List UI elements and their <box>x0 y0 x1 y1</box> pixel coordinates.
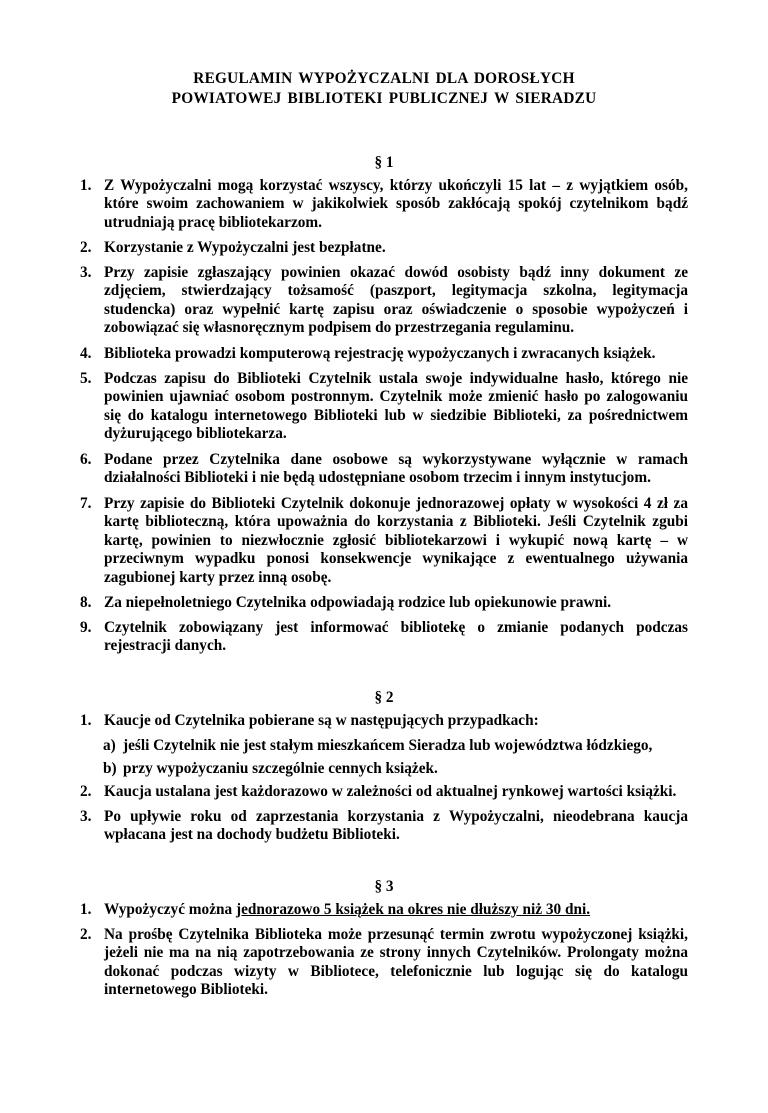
item-number: 6. <box>80 451 92 468</box>
item-number: 2. <box>80 783 92 800</box>
section-heading-2: § 2 <box>374 689 394 706</box>
s1-item-1 <box>80 177 688 232</box>
s2-item-3 <box>80 808 688 845</box>
item-number: 1. <box>80 901 92 918</box>
s2-item-1 <box>80 712 688 730</box>
section-heading-1: § 1 <box>374 154 394 171</box>
s1-item-6 <box>80 451 688 488</box>
item-number: 8. <box>80 594 92 611</box>
item-number: 3. <box>80 808 92 825</box>
item-text: Korzystanie z Wypożyczalni jest bezpłatne. <box>104 239 386 256</box>
item-text: Podane przez Czytelnika dane osobowe są wykorzystywane wyłącznie w ramach działalności Biblioteki i nie będą udostępniane osobom trzecim i innym instytucjom. <box>104 451 688 487</box>
subitem-text: przy wypożyczaniu szczególnie cennych książek. <box>123 760 438 777</box>
s2-subitem-b <box>103 760 688 778</box>
subitem-letter: a) <box>103 737 116 754</box>
item-number: 3. <box>80 264 92 281</box>
document-title-line-1: REGULAMIN WYPOŻYCZALNI DLA DOROSŁYCH <box>193 70 575 87</box>
subitem-text: jeśli Czytelnik nie jest stałym mieszkańcem Sieradza lub województwa łódzkiego, <box>123 737 653 754</box>
s1-item-5 <box>80 370 688 444</box>
s2-subitem-a <box>103 737 688 755</box>
item-text: Przy zapisie do Biblioteki Czytelnik dokonuje jednorazowej opłaty w wysokości 4 zł za kartę biblioteczną, która upoważnia do korzystania z Biblioteki. Jeśli Czytelnik zgubi kartę, powinien to niezwłocznie zgłosić bibliotekarzowi i wykupić nową kartę – w przeciwnym wypadku ponosi konsekwencje wynikające z ewentualnego używania zagubionej karty przez inną osobę. <box>104 495 688 586</box>
s2-item-2 <box>80 783 688 801</box>
s1-item-3 <box>80 264 688 338</box>
item-number: 9. <box>80 619 92 636</box>
subitem-letter: b) <box>103 760 117 777</box>
item-number: 5. <box>80 370 92 387</box>
item-text: Za niepełnoletniego Czytelnika odpowiadają rodzice lub opiekunowie prawni. <box>104 594 612 611</box>
item-text: Kaucje od Czytelnika pobierane są w następujących przypadkach: <box>104 712 539 729</box>
item-text: Kaucja ustalana jest każdorazowo w zależności od aktualnej rynkowej wartości książki. <box>104 783 677 800</box>
item-number: 1. <box>80 177 92 194</box>
s1-item-7 <box>80 495 688 587</box>
item-number: 7. <box>80 495 92 512</box>
item-text: Z Wypożyczalni mogą korzystać wszyscy, którzy ukończyli 15 lat – z wyjątkiem osób, które swoim zachowaniem w jakikolwiek sposób zakłócają spokój czytelnikom bądź utrudniają pracę bibliotekarzom. <box>104 177 688 231</box>
s1-item-2 <box>80 239 688 257</box>
section-heading-3: § 3 <box>374 878 394 895</box>
item-text <box>104 901 688 919</box>
s3-item-2 <box>80 926 688 999</box>
item-text: Po upływie roku od zaprzestania korzystania z Wypożyczalni, nieodebrana kaucja wpłacana jest na dochody budżetu Biblioteki. <box>104 808 688 844</box>
s1-item-8 <box>80 594 688 612</box>
item-text: Czytelnik zobowiązany jest informować bibliotekę o zmianie podanych podczas rejestracji danych. <box>104 619 688 655</box>
item-text-prefix: Wypożyczyć można <box>104 901 236 918</box>
item-text: Podczas zapisu do Biblioteki Czytelnik ustala swoje indywidualne hasło, którego nie powinien ujawniać osobom postronnym. Czytelnik może zmienić hasło po zalogowaniu się do katalogu internetowego Biblioteki lub w siedzibie Biblioteki, za pośrednictwem dyżurującego bibliotekarza. <box>104 370 688 443</box>
item-text: Biblioteka prowadzi komputerową rejestrację wypożyczanych i zwracanych książek. <box>104 345 656 362</box>
s1-item-4 <box>80 345 688 363</box>
item-text-underlined: jednorazowo 5 książek na okres nie dłuższy niż 30 dni. <box>235 901 591 918</box>
item-number: 2. <box>80 239 92 256</box>
document-title-line-2: POWIATOWEJ BIBLIOTEKI PUBLICZNEJ W SIERADZU <box>171 90 597 107</box>
item-number: 4. <box>80 345 92 362</box>
s1-item-9 <box>80 619 688 656</box>
item-number: 1. <box>80 712 92 729</box>
item-text: Przy zapisie zgłaszający powinien okazać dowód osobisty bądź inny dokument ze zdjęciem, stwierdzający tożsamość (paszport, legitymacja szkolna, legitymacja studencka) oraz wypełnić kartę zapisu oraz oświadczenie o sposobie wypożyczeń i zobowiązać się własnoręcznym podpisem do przestrzegania regulaminu. <box>104 264 688 337</box>
s3-item-1 <box>80 901 688 919</box>
item-text: Na prośbę Czytelnika Biblioteka może przesunąć termin zwrotu wypożyczonej książki, jeżeli nie ma na nią zapotrzebowania ze strony innych Czytelników. Prolongaty można dokonać podczas wizyty w Bibliotece, telefonicznie lub logując się do katalogu internetowego Biblioteki. <box>104 926 688 999</box>
item-number: 2. <box>80 926 92 943</box>
